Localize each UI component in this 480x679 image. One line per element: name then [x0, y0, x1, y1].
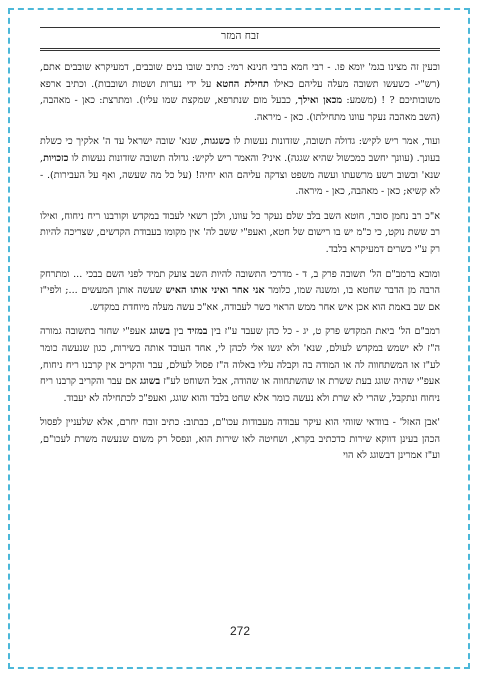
- paragraph-yoma: וכעין זה מצינו בגמ' יומא פו. - רבי חמא ברבי חנינא רמי: כתיב שובו בנים שובבים, דמעיקרא שובבים אתם, (רש"י- כשעשו תשובה מעלה עליהם כאילו תחילת החטא על ידי נערות ושטות ושובבות). וכתיב ארפא משובותיכם ? ! (משמע: מכאן ואילך, כבעל מום שנתרפא, שמקצת שמו עליו). ומתרצת: כאן - מאהבה, (השב מאהבה נעקר עוונו מתחילתו). כאן - מיראה.: [40, 62, 441, 123]
- page-body: [40, 60, 440, 473]
- paragraph-rambam-mikdash: רמב"ם הל' ביאת המקדש פרק ט, יג - כל כהן שעבד ע"ז בין במזיד בין בשוגג אעפ"י שחזר בתשובה גמורה ה"ז לא ישמש במקדש לעולם, שנא' ולא יגשו אלי לכהן לי, אחד העובד אותה בשירות, כגון שנעשה כומר לע"ז או המשתחווה לה או המודה בה וקבלה עליו באלוה ה"ז פסול לעולם, עבר והקריב אין קרבנו ריח ניחוח, אעפ"י שהיה שוגג בעת ששרת או שהשתחווה או שהודה, אבל השוחט לע"ז בשוגג אם עבר והקריב קרבנו ריח ניחוח ונתקבל, שהרי לא שרת ולא נעשה כומר אלא שחט בלבד והוא שוגג, ואעפ"כ לכתחילה לא יעבוד.: [40, 326, 440, 404]
- page-number: 272: [229, 624, 251, 638]
- header-rule-bottom-double: [40, 50, 440, 51]
- header-rule-top: [40, 27, 440, 28]
- paragraph-rav-nachman: א"כ רב נחמן סובר, חוטא השב בלב שלם נעקר כל עוונו, ולכן רשאי לעבוד במקדש וקורבנו ריח ניחוח, ואילו רב ששת נוקט, כי כ"מ יש בו רישום של חטא, ואעפ"י ששב לה' אין מקומו בעבודת הקדשים, שצריכה להיות רק ע"י כשרים דמעיקרא בלבד.: [40, 210, 440, 255]
- header-rule-bottom: [40, 48, 440, 49]
- paragraph-reish-lakish: ועוד, אמר ריש לקיש: גדולה תשובה, שזדונות נעשות לו כשגגות, שנא' שובה ישראל עד ה' אלקיך כי כשלת בעונך. (עוונך יחשב כמכשול שהיא שגגה). איני? והאמר ריש לקיש: גדולה תשובה שזדונות נעשות לו כזכויות, שנא' ובשוב רשע מרשעתו ועשה משפט וצדקה עליהם הוא יחיה! (על כל מה שעשה, ואף על העבירות). - לא קשיא; כאן - מאהבה, כאן - מיראה.: [40, 136, 440, 198]
- paragraph-rambam-teshuva: ומובא ברמב"ם הל' תשובה פרק ב, ד - מדרכי התשובה להיות השב צועק תמיד לפני השם בבכי ... ומתרחק הרבה מן הדבר שחטא בו, ומשנה שמו, כלומר אני אחר ואיני אותו האיש שעשה אותן המעשים ...; ולפי"ז אם שב באמת הוא אכן איש אחר ממש הראוי כשר לעבודה, אא"כ עשה מעלה מיוחדת במקדש.: [40, 268, 440, 313]
- paragraph-even-haazel: 'אבן האזל' - בוודאי שזוהי הוא עיקר עבודה מעבודות עכו"ם, כבתוב: כתיב זובח יחרם, אלא שלעניין לפסול הכהן בעינן דווקא שירות כדכתיב בקרא, ושחיטה לאו שירות הוא, ונפסל רק משום שנעשה משרת לעכו"ם, וע"ז אמרינן דבשוגג לא הוי: [40, 417, 440, 462]
- running-header: זבח המזר: [221, 30, 259, 42]
